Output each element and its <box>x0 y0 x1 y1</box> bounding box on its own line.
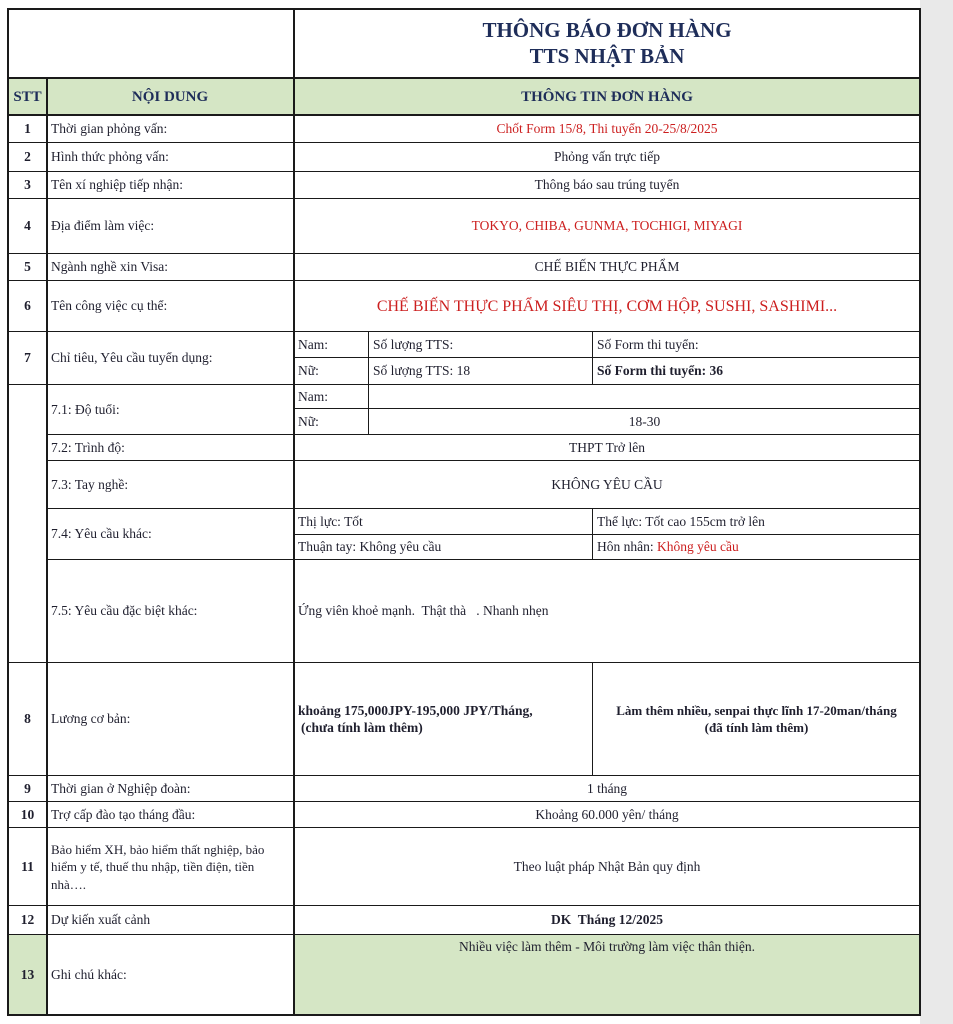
row2-value: Phỏng vấn trực tiếp <box>554 149 660 165</box>
line-r7 <box>7 384 921 385</box>
line-r7-2 <box>47 460 921 461</box>
row12-stt: 12 <box>20 912 35 928</box>
row8-value-left-line1: khoảng 175,000JPY-195,000 JPY/Tháng, <box>298 702 533 718</box>
row8-value-left <box>294 663 593 776</box>
row12-value: DK Tháng 12/2025 <box>551 912 663 928</box>
row7-2-label: 7.2: Trình độ: <box>51 439 125 455</box>
row8-label: Lương cơ bản: <box>51 711 131 727</box>
row1-value: Chốt Form 15/8, Thi tuyển 20-25/8/2025 <box>496 120 718 136</box>
title-line-1: THÔNG BÁO ĐƠN HÀNG <box>482 17 732 42</box>
border-right <box>919 8 921 1016</box>
row10-value: Khoảng 60.000 yên/ tháng <box>535 806 679 822</box>
row4-value: TOKYO, CHIBA, GUNMA, TOCHIGI, MIYAGI <box>471 218 743 234</box>
row9-label: Thời gian ở Nghiệp đoàn: <box>51 780 191 796</box>
row1-label: Thời gian phỏng vấn: <box>51 120 168 136</box>
title-line-2: TTS NHẬT BẢN <box>529 43 685 68</box>
row7-3-label: 7.3: Tay nghề: <box>51 476 129 492</box>
line-r7-4 <box>47 559 921 560</box>
row6-stt: 6 <box>24 298 31 314</box>
line-r4 <box>7 253 921 254</box>
row12-label: Dự kiến xuất cảnh <box>51 912 151 928</box>
row7-4-marital <box>593 535 920 560</box>
row10-label: Trợ cấp đào tạo tháng đầu: <box>51 806 196 822</box>
row7-female-label: Nữ: <box>298 363 319 379</box>
line-r2 <box>7 171 921 172</box>
line-header-bottom <box>7 114 921 116</box>
line-r7-mid <box>294 357 921 358</box>
line-r7-4-mid <box>294 534 921 535</box>
line-r9 <box>7 801 921 802</box>
row7-4-eyesight: Thị lực: Tốt <box>298 513 363 529</box>
row7-1-female-value: 18-30 <box>628 413 661 429</box>
line-r7-3 <box>47 508 921 509</box>
row8-value-right-line2: (đã tính làm thêm) <box>704 719 809 735</box>
divider-row7-form <box>592 332 593 385</box>
line-header-top <box>7 77 921 79</box>
border-top <box>7 8 921 10</box>
row7-4-physique: Thể lực: Tốt cao 155cm trở lên <box>597 513 765 529</box>
row4-label: Địa điểm làm việc: <box>51 218 155 234</box>
row7-1-male-label: Nam: <box>298 388 328 404</box>
line-r6 <box>7 331 921 332</box>
line-r11 <box>7 905 921 906</box>
row5-label: Ngành nghề xin Visa: <box>51 259 169 275</box>
row11-stt: 11 <box>21 858 34 874</box>
row11-label: Bảo hiểm XH, bảo hiểm thất nghiệp, bảo hiểm y tế, thuế thu nhập, tiền điện, tiền nhà…. <box>51 841 265 892</box>
row13-stt: 13 <box>20 966 35 982</box>
row7-male-label: Nam: <box>298 336 328 352</box>
row7-female-form: Số Form thi tuyển: 36 <box>597 363 723 379</box>
row3-stt: 3 <box>24 177 31 193</box>
row7-4-marital-label: Hôn nhân: <box>597 539 657 555</box>
row7-5-label: 7.5: Yêu cầu đặc biệt khác: <box>51 603 198 619</box>
row5-value: CHẾ BIẾN THỰC PHẨM <box>534 259 680 275</box>
row8-value-right <box>593 663 920 776</box>
row7-female-count: Số lượng TTS: 18 <box>373 363 471 379</box>
row7-2-value: THPT Trở lên <box>569 439 645 455</box>
row2-label: Hình thức phỏng vấn: <box>51 149 169 165</box>
row10-stt: 10 <box>20 806 35 822</box>
line-r5 <box>7 280 921 281</box>
header-content: NỘI DUNG <box>131 88 209 105</box>
row8-value-left-line2: (chưa tính làm thêm) <box>301 719 423 735</box>
row4-stt: 4 <box>24 218 31 234</box>
divider-stt <box>46 78 48 1016</box>
row7-1-female-label: Nữ: <box>298 413 319 429</box>
row7-male-count: Số lượng TTS: <box>373 336 454 352</box>
border-left <box>7 8 9 1016</box>
row6-label: Tên công việc cụ thể: <box>51 298 168 314</box>
header-info: THÔNG TIN ĐƠN HÀNG <box>521 88 693 105</box>
row2-stt: 2 <box>24 149 31 165</box>
line-r7-1 <box>47 434 921 435</box>
line-r1 <box>7 142 921 143</box>
row7-stt: 7 <box>24 350 31 366</box>
row7-4-label: 7.4: Yêu cầu khác: <box>51 526 152 542</box>
row8-value-right-line1: Làm thêm nhiều, senpai thực lĩnh 17-20man/tháng <box>616 703 897 719</box>
line-r7-1-mid <box>294 408 921 409</box>
row7-label: Chỉ tiêu, Yêu cầu tuyển dụng: <box>51 350 213 366</box>
row5-stt: 5 <box>24 259 31 275</box>
row9-value: 1 tháng <box>586 780 628 796</box>
line-r12 <box>7 934 921 935</box>
row7-male-form: Số Form thi tuyển: <box>597 336 699 352</box>
row8-stt: 8 <box>24 711 31 727</box>
right-margin <box>920 0 953 1024</box>
row1-stt: 1 <box>24 120 31 136</box>
row6-value: CHẾ BIẾN THỰC PHẨM SIÊU THỊ, CƠM HỘP, SUSHI, SASHIMI... <box>376 297 838 315</box>
line-r3 <box>7 198 921 199</box>
border-bottom <box>7 1014 921 1016</box>
line-r7-5 <box>7 662 921 663</box>
row7-4-marital-value: Không yêu cầu <box>657 539 739 555</box>
row9-stt: 9 <box>24 780 31 796</box>
row13-label: Ghi chú khác: <box>51 966 127 982</box>
line-r8 <box>7 775 921 776</box>
row3-value: Thông báo sau trúng tuyển <box>534 177 680 193</box>
row7-5-value: Ứng viên khoẻ mạnh. Thật thà . Nhanh nhẹn <box>298 603 549 619</box>
divider-content <box>293 8 295 1016</box>
row11-value: Theo luật pháp Nhật Bản quy định <box>513 858 701 874</box>
row7-4-handedness: Thuận tay: Không yêu cầu <box>298 539 442 555</box>
line-r10 <box>7 827 921 828</box>
row13-value: Nhiều việc làm thêm - Môi trường làm việc thân thiện. <box>458 939 755 954</box>
row7-1-label: 7.1: Độ tuổi: <box>51 401 120 417</box>
row3-label: Tên xí nghiệp tiếp nhận: <box>51 177 183 193</box>
header-stt: STT <box>13 88 42 105</box>
row7-1-male-value <box>369 385 920 409</box>
row7-3-value: KHÔNG YÊU CẦU <box>551 476 663 492</box>
divider-row8 <box>592 663 593 776</box>
